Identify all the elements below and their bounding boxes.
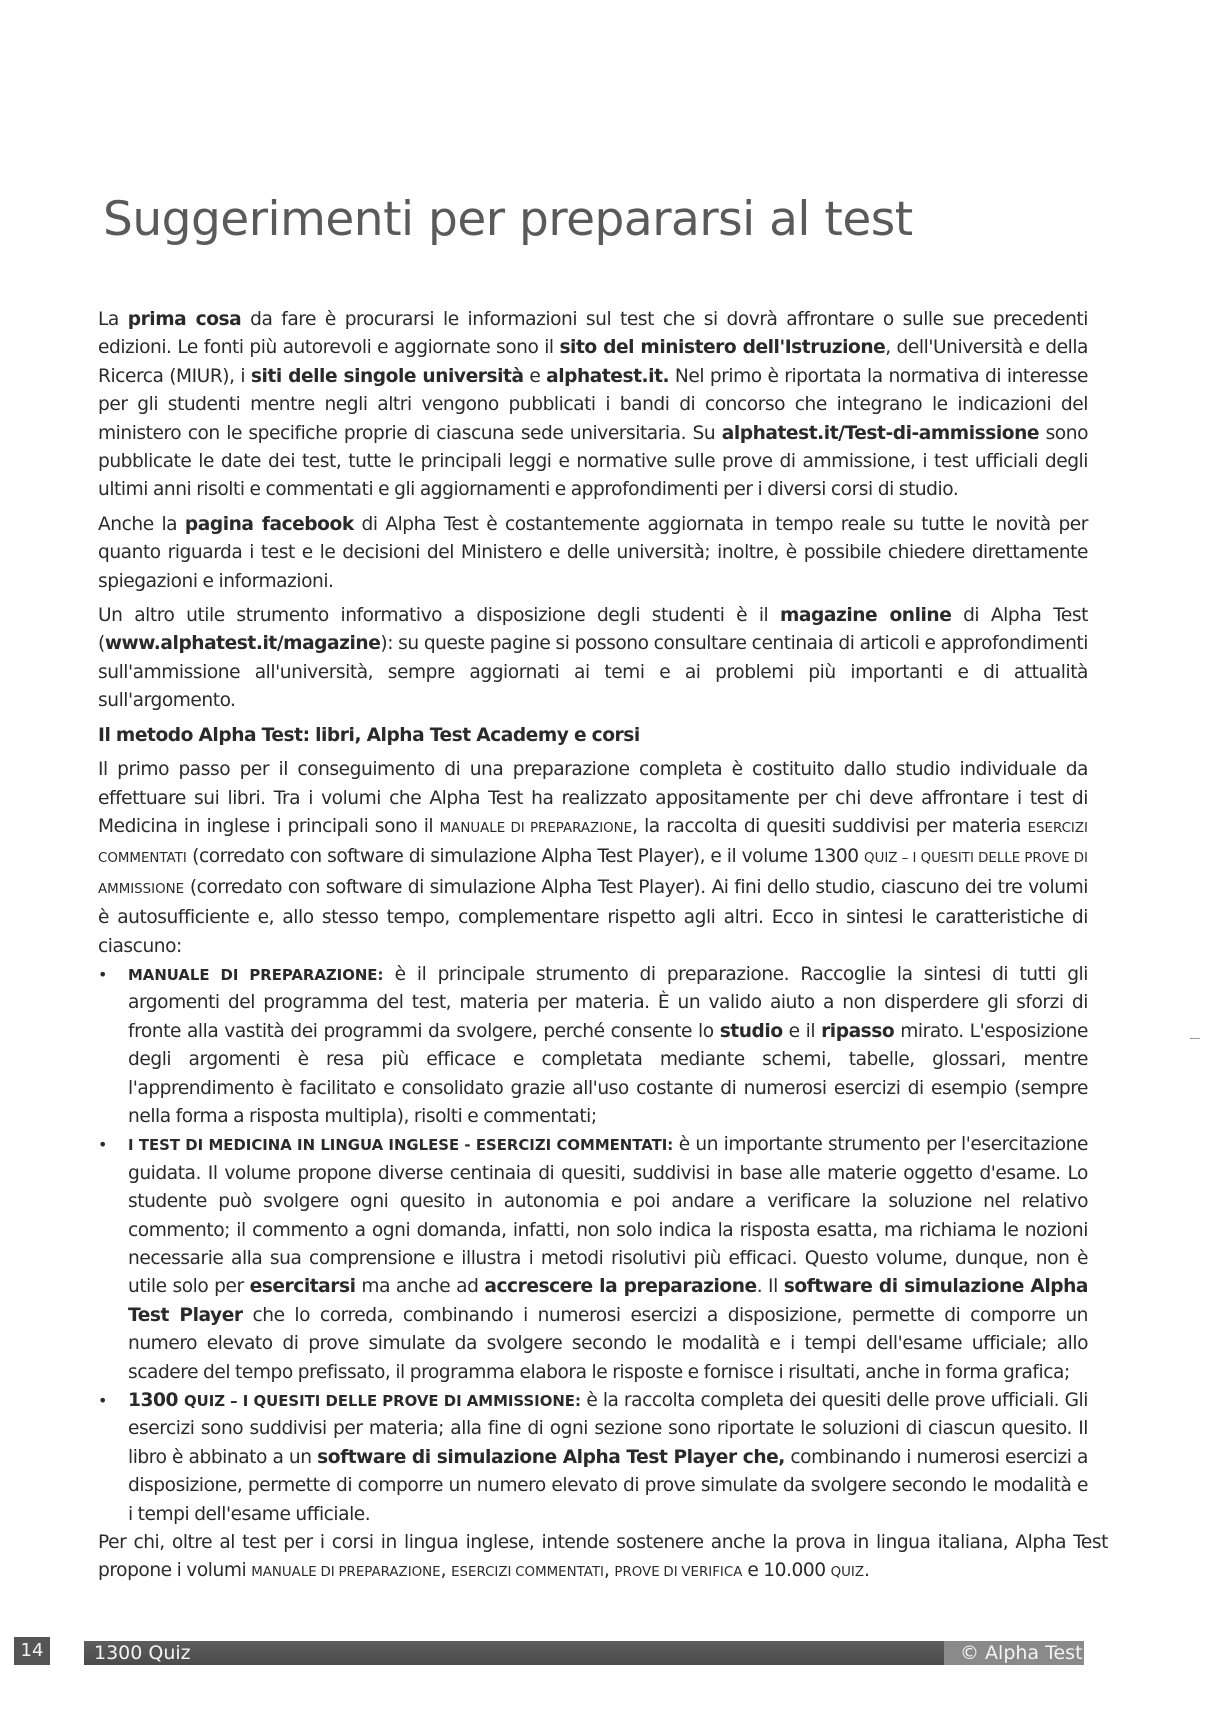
book-title-smallcaps: QUIZ – I QUESITI DELLE PROVE DI AMMISSIONE: [98, 851, 1089, 897]
text-run: combinando i numerosi esercizi a disposizione, permette di comporre un numero elevato di prove simulate da svolgere secondo le modalità e i tempi dell'esame ufficiale.: [128, 1446, 1088, 1525]
list-item: [98, 961, 1088, 1131]
paragraph-magazine: [98, 602, 1088, 716]
text-run: ,: [603, 1560, 615, 1582]
bullet-icon: •: [98, 1135, 107, 1155]
text-run: mirato. L'esposizione degli argomenti è resa più efficace e completata mediante schemi, tabelle, glossari, mentre l'apprendimento è facilitato e consolidato grazie all'uso costante di numerosi esercizi di esempio (sempre nella forma a risposta multipla), risolti e commentati;: [128, 1020, 1088, 1127]
paragraph-facebook: [98, 511, 1088, 596]
text-run: è il principale strumento di preparazione. Raccoglie la sintesi di tutti gli argomenti del programma del test, materia per materia. È un valido aiuto a non disperdere gli sforzi di fronte alla vastità dei programmi da svolgere, perché consente lo: [128, 963, 1088, 1042]
emphasis: software di simulazione Alpha Test Player che,: [317, 1446, 785, 1468]
text-run: ,: [440, 1560, 452, 1582]
text-run: è un importante strumento per l'esercitazione guidata. Il volume propone diverse centinaia di quesiti, suddivisi in base alle materie oggetto d'esame. Lo studente può svolgere ogni quesito in autonomia e poi andare a verificare la soluzione nel relativo commento; il commento a ogni domanda, infatti, non solo indica la risposta esatta, ma richiama le nozioni necessarie alla sua comprensione e illustra i metodi risolutivi più efficaci. Questo volume, dunque, non è utile solo per: [128, 1134, 1088, 1298]
text-run: che lo correda, combinando i numerosi esercizi a disposizione, permette di comporre un numero elevato di prove simulate da svolgere secondo le modalità e i tempi dell'esame ufficiale; allo scadere del tempo prefissato, il programma elabora le risposte e fornisce i risultati, anche in forma grafica;: [128, 1304, 1088, 1383]
text-run: Anche la: [98, 513, 185, 535]
book-title-smallcaps: MANUALE DI PREPARAZIONE: [251, 1565, 441, 1581]
body-text: [98, 306, 1108, 1588]
margin-mark: [1190, 1038, 1200, 1039]
text-run: e il: [782, 1020, 822, 1042]
emphasis-link: alphatest.it.: [546, 365, 670, 387]
text-run: , dell'Università e della Ricerca (MIUR), i: [98, 337, 1088, 387]
text-run: Nel primo è riportata la normativa di interesse per gli studenti mentre negli altri vengono pubblicati i bandi di concorso che integrano le indicazioni del ministero con le specifiche proprie di ciascuna sede universitaria. Su: [98, 365, 1088, 444]
emphasis: accrescere la preparazione: [484, 1276, 757, 1298]
paragraph-method: [98, 756, 1088, 961]
book-title-smallcaps: ESERCIZI COMMENTATI: [98, 820, 1088, 867]
footer-bar: [84, 1641, 1084, 1665]
text-run: Il primo passo per il conseguimento di una preparazione completa è costituito dallo studio individuale da effettuare sui libri. Tra i volumi che Alpha Test ha realizzato appositamente per chi deve affrontare i test di Medicina in inglese i principali sono il: [98, 759, 1088, 837]
text-run: (corredato con software di simulazione Alpha Test Player). Ai fini dello studio, ciascuno dei tre volumi è autosufficiente e, allo stesso tempo, complementare rispetto agli altri. Ecco in sintesi le caratteristiche di ciascuno:: [98, 876, 1088, 957]
bullet-icon: •: [98, 964, 107, 984]
footer-copyright: © Alpha Test: [960, 1642, 1083, 1664]
text-run: di Alpha Test (: [98, 605, 1088, 655]
book-title-smallcaps: QUIZ: [830, 1565, 865, 1581]
paragraph-sources: [98, 306, 1088, 505]
text-run: La: [98, 309, 128, 330]
book-title-smallcaps: ESERCIZI COMMENTATI: [451, 1565, 604, 1581]
emphasis: prima cosa: [127, 309, 242, 330]
page-number: 14: [14, 1637, 50, 1665]
text-run: (corredato con software di simulazione Alpha Test Player), e il volume 1300: [186, 846, 865, 868]
footer-book-title: 1300 Quiz: [94, 1642, 191, 1664]
list-item: [98, 1387, 1088, 1529]
emphasis: ripasso: [821, 1020, 895, 1042]
list-item: [98, 1131, 1088, 1387]
book-title-smallcaps: MANUALE DI PREPARAZIONE: [439, 820, 633, 836]
text-run: Un altro utile strumento informativo a disposizione degli studenti è il: [98, 605, 780, 627]
text-run: .: [864, 1560, 870, 1582]
text-run: sono pubblicate le date dei test, tutte le principali leggi e normative sulle prove di ammissione, i test ufficiali degli ultimi anni risolti e commentati e gli aggiornamenti e approfondimenti per i diversi corsi di studio.: [98, 422, 1088, 501]
text-run: . Il: [756, 1276, 784, 1298]
page-title: Suggerimenti per prepararsi al test: [103, 192, 913, 247]
emphasis: pagina facebook: [184, 513, 354, 535]
book-title-smallcaps: QUIZ – I QUESITI DELLE PROVE DI AMMISSIONE:: [183, 1392, 581, 1411]
footer-tab: [84, 1641, 944, 1665]
emphasis: studio: [719, 1020, 783, 1042]
book-title-smallcaps: I TEST DI MEDICINA IN LINGUA INGLESE - ESERCIZI COMMENTATI:: [128, 1136, 674, 1155]
text-run: ): su queste pagine si possono consultare centinaia di articoli e approfondimenti sull'ammissione all'università, sempre aggiornati ai temi e ai problemi più importanti e di attualità sull'argomento.: [98, 633, 1088, 712]
text-run: ma anche ad: [355, 1276, 485, 1298]
text-run: Per chi, oltre al test per i corsi in lingua inglese, intende sostenere anche la prova in lingua italiana, Alpha Test propone i volumi: [98, 1532, 1108, 1582]
text-run: di Alpha Test è costantemente aggiornata in tempo reale su tutte le novità per quanto riguarda i test e le decisioni del Ministero e delle università; inoltre, è possibile chiedere direttamente spiegazioni e informazioni.: [98, 513, 1088, 592]
emphasis: sito del ministero dell'Istruzione: [559, 337, 886, 359]
emphasis: software di simulazione Alpha Test Player: [128, 1276, 1088, 1326]
emphasis-link: www.alphatest.it/magazine: [104, 633, 381, 655]
book-title-smallcaps: MANUALE DI PREPARAZIONE:: [128, 965, 384, 984]
text-run: e: [523, 365, 547, 387]
emphasis: esercitarsi: [249, 1276, 356, 1298]
emphasis: siti delle singole università: [250, 365, 524, 387]
emphasis: magazine online: [779, 605, 952, 627]
text-run: è la raccolta completa dei quesiti delle prove ufficiali. Gli esercizi sono suddivisi per materia; alla fine di ogni sezione sono riportate le soluzioni di ciascun quesito. Il libro è abbinato a un: [128, 1390, 1088, 1468]
text-run: e 10.000: [742, 1560, 831, 1582]
paragraph-italian-books: [98, 1529, 1108, 1588]
emphasis-link: alphatest.it/Test-di-ammissione: [721, 422, 1040, 444]
book-title-number: 1300: [128, 1390, 184, 1412]
book-title-smallcaps: PROVE DI VERIFICA: [614, 1565, 743, 1581]
text-run: da fare è procurarsi le informazioni sul test che si dovrà affrontare o sulle sue precedenti edizioni. Le fonti più autorevoli e aggiornate sono il: [98, 309, 1088, 359]
bullet-icon: •: [98, 1391, 107, 1411]
section-heading: Il metodo Alpha Test: libri, Alpha Test Academy e corsi: [98, 724, 640, 746]
text-run: , la raccolta di quesiti suddivisi per materia: [632, 815, 1028, 837]
book-list: [98, 961, 1088, 1529]
